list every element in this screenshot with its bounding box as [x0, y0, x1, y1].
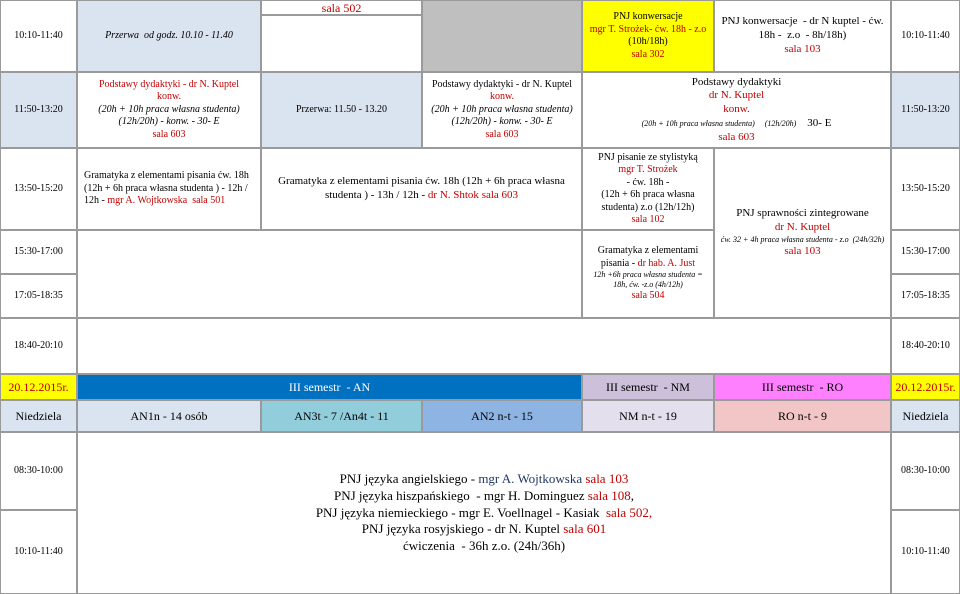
date-cell: 20.12.2015r.	[0, 374, 77, 400]
class-gramatyka-3: Gramatyka z elementami pisania - dr hab. A. Just 12h +6h praca własna studenta = 18h, ćw. -z.o (4h/12h) sala 504	[582, 230, 714, 318]
room-cell: sala 502	[261, 0, 422, 15]
time-cell: 17:05-18:35	[891, 274, 960, 318]
time-cell: 18:40-20:10	[891, 318, 960, 374]
day-cell: Niedziela	[891, 400, 960, 432]
semester-ro: III semestr - RO	[714, 374, 891, 400]
time-cell: 15:30-17:00	[0, 230, 77, 274]
class-pisanie: PNJ pisanie ze stylistyką mgr T. Strożek - ćw. 18h - (12h + 6h praca własna studenta) z.o (12h/12h) sala 102	[582, 148, 714, 230]
time-cell: 10:10-11:40	[0, 510, 77, 594]
empty-block	[77, 318, 891, 374]
time-cell: 13:50-15:20	[0, 148, 77, 230]
language-classes: PNJ języka angielskiego - mgr A. Wojtkowska sala 103 PNJ języka hiszpańskiego - mgr H. Dominguez sala 108, PNJ języka niemieckiego - mgr E. Voellnagel - Kasiak sala 502, PNJ języka rosyjskiego - dr N. Kuptel sala 601 ćwiczenia - 36h z.o. (24h/36h)	[77, 432, 891, 594]
time-cell: 08:30-10:00	[0, 432, 77, 510]
class-konwersacje-1: PNJ konwersacje mgr T. Strożek- ćw. 18h - z.o (10h/18h) sala 302	[582, 0, 714, 72]
break-cell: Przerwa od godz. 10.10 - 11.40	[77, 0, 261, 72]
time-cell: 11:50-13:20	[891, 72, 960, 148]
class-dydaktyka-3: Podstawy dydaktyki dr N. Kuptel konw. (20h + 10h praca własna studenta) (12h/20h) 30- E sala 603	[582, 72, 891, 148]
group-an1: AN1n - 14 osób	[77, 400, 261, 432]
group-nm: NM n-t - 19	[582, 400, 714, 432]
time-cell: 13:50-15:20	[891, 148, 960, 230]
semester-nm: III semestr - NM	[582, 374, 714, 400]
group-an2: AN2 n-t - 15	[422, 400, 582, 432]
semester-an: III semestr - AN	[77, 374, 582, 400]
gray-cell	[422, 0, 582, 72]
time-cell: 10:10-11:40	[891, 510, 960, 594]
time-cell: 10:10-11:40	[891, 0, 960, 72]
class-gramatyka-1: Gramatyka z elementami pisania ćw. 18h (12h + 6h praca własna studenta ) - 12h / 12h - mgr A. Wojtkowska sala 501	[77, 148, 261, 230]
time-cell: 18:40-20:10	[0, 318, 77, 374]
time-cell: 15:30-17:00	[891, 230, 960, 274]
class-sprawnosci: PNJ sprawności zintegrowane dr N. Kuptel ćw. 32 + 4h praca własna studenta - z.o (24h/32h) sala 103	[714, 148, 891, 318]
group-ro: RO n-t - 9	[714, 400, 891, 432]
date-cell: 20.12.2015r.	[891, 374, 960, 400]
time-cell: 08:30-10:00	[891, 432, 960, 510]
time-cell: 11:50-13:20	[0, 72, 77, 148]
empty-block	[77, 230, 582, 318]
group-an3: AN3t - 7 /An4t - 11	[261, 400, 422, 432]
time-cell: 17:05-18:35	[0, 274, 77, 318]
break-cell: Przerwa: 11.50 - 13.20	[261, 72, 422, 148]
room-cell-blank	[261, 15, 422, 72]
class-gramatyka-2: Gramatyka z elementami pisania ćw. 18h (12h + 6h praca własna studenta ) - 13h / 12h - dr N. Shtok sala 603	[261, 148, 582, 230]
day-cell: Niedziela	[0, 400, 77, 432]
class-konwersacje-2: PNJ konwersacje - dr N kuptel - ćw. 18h - z.o - 8h/18h) sala 103	[714, 0, 891, 72]
class-dydaktyka-2: Podstawy dydaktyki - dr N. Kuptel konw. (20h + 10h praca własna studenta) (12h/20h) - konw. - 30- E sala 603	[422, 72, 582, 148]
class-dydaktyka-1: Podstawy dydaktyki - dr N. Kuptel konw. (20h + 10h praca własna studenta) (12h/20h) - konw. - 30- E sala 603	[77, 72, 261, 148]
time-cell: 10:10-11:40	[0, 0, 77, 72]
